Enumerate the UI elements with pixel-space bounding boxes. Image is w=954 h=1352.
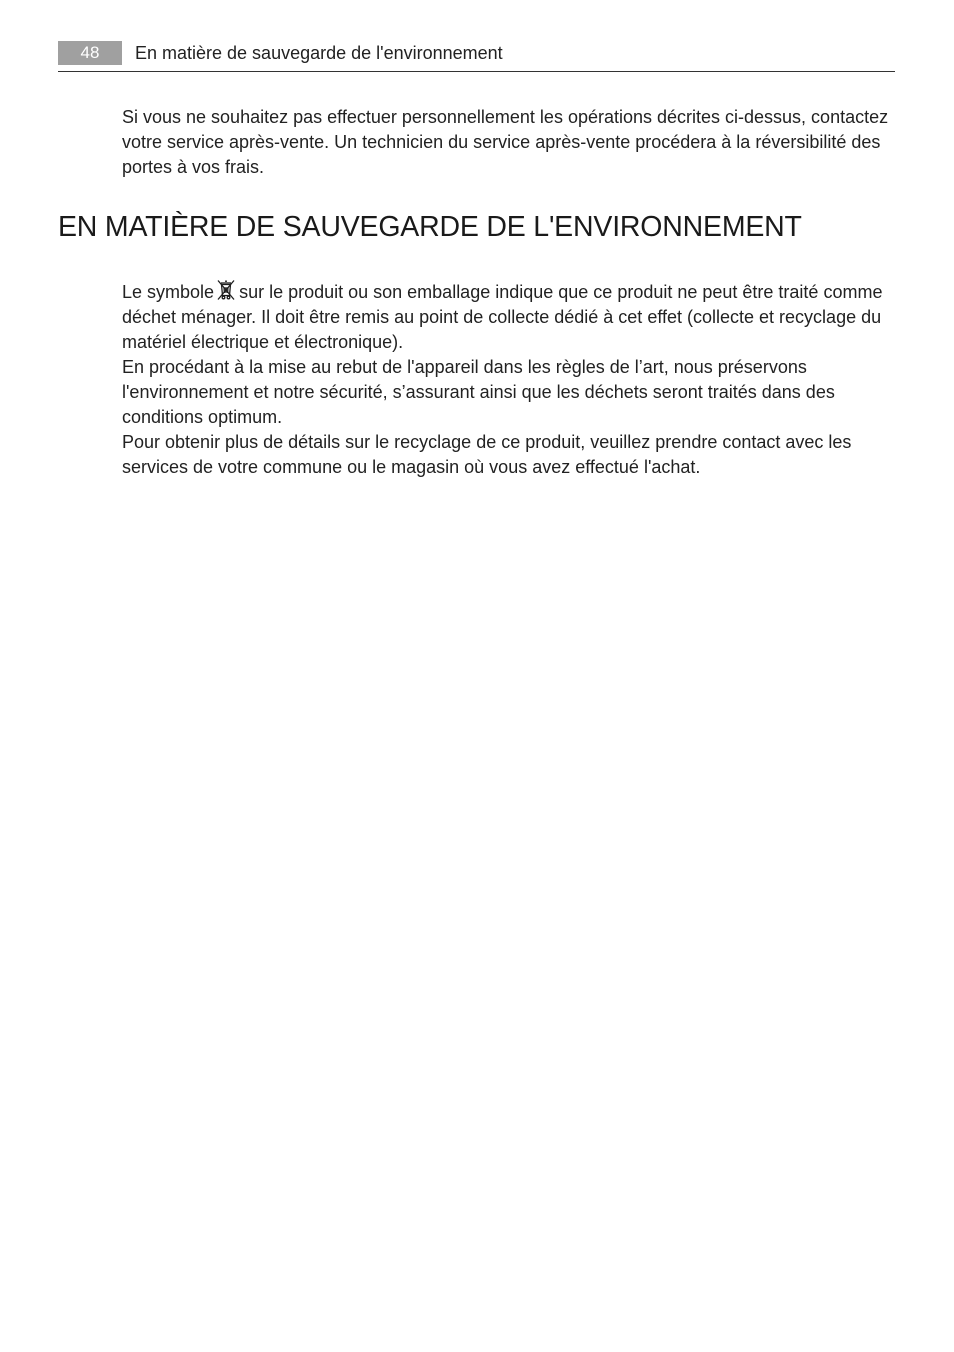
paragraph-more-info: Pour obtenir plus de détails sur le recyclage de ce produit, veuillez prendre contact avec les services de votre commune ou le magasin où vous avez effectué l'achat.	[122, 432, 852, 477]
intro-paragraph	[122, 105, 892, 180]
p1-main-text: sur le produit ou son emballage indique que ce produit ne peut être traité comme déchet ménager. Il doit être remis au point de collecte dédié à cet effet (collecte et recyclage du matériel électrique et électronique).	[122, 282, 883, 352]
intro-text: Si vous ne souhaitez pas effectuer personnellement les opérations décrites ci-dessus, contactez votre service après-vente. Un technicien du service après-vente procédera à la réversibilité des portes à vos frais.	[122, 107, 889, 177]
section-title: EN MATIÈRE DE SAUVEGARDE DE L'ENVIRONNEMENT	[58, 211, 802, 243]
paragraph-weee-symbol	[122, 279, 892, 355]
crossed-out-wheelie-bin-icon	[216, 279, 236, 301]
page-number: 48	[58, 41, 122, 65]
running-title: En matière de sauvegarde de l'environnement	[135, 43, 503, 63]
section-body	[122, 279, 892, 480]
page-header	[58, 40, 895, 72]
p1-lead-text: Le symbole	[122, 282, 215, 302]
paragraph-disposal: En procédant à la mise au rebut de l'appareil dans les règles de l’art, nous préservons l'environnement et notre sécurité, s’assurant ainsi que les déchets seront traités dans des conditions optimum.	[122, 357, 835, 427]
